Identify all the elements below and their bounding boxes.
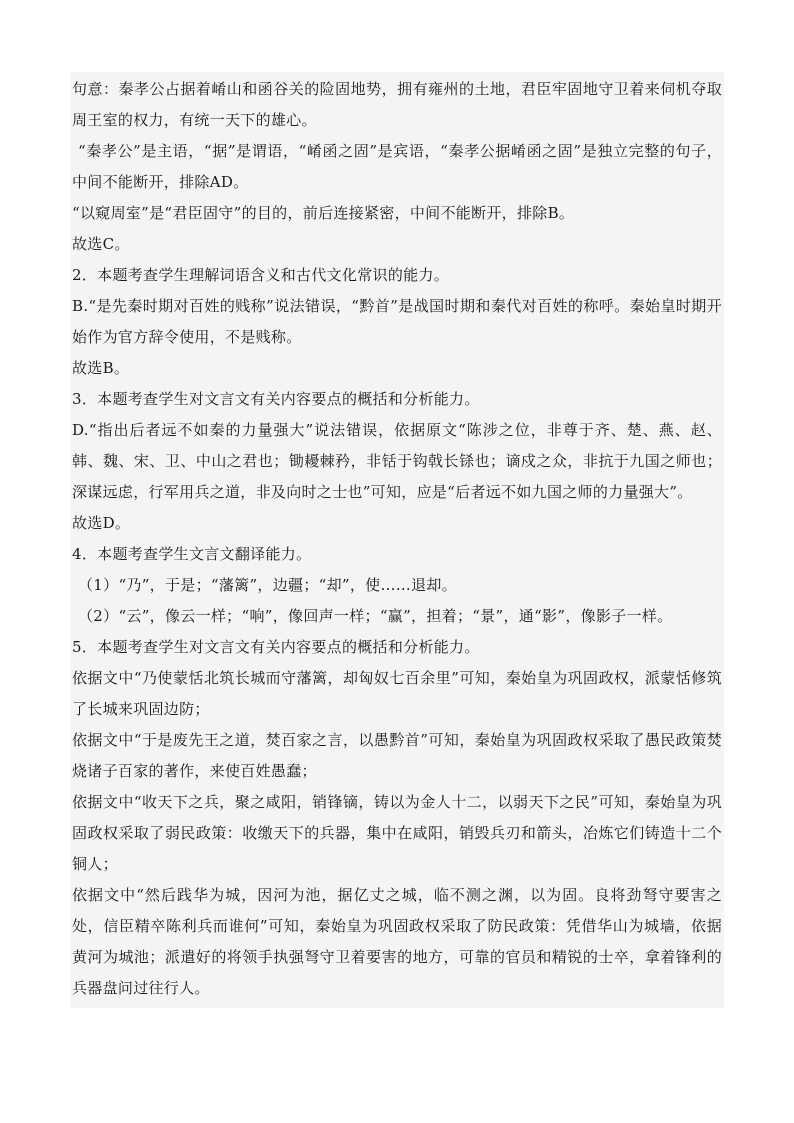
question-5-point-3: 依据文中“收天下之兵，聚之咸阳，销锋镝，铸以为金人十二，以弱天下之民”可知，秦始皇为巩固政权采取了弱民政策：收缴天下的兵器，集中在咸阳，销毁兵刃和箭头，冶炼它们铸造十二个铜人； bbox=[72, 793, 722, 873]
question-2-heading: 2．本题考查学生理解词语含义和古代文化常识的能力。 bbox=[72, 266, 450, 284]
question-2-explanation: B.“是先秦时期对百姓的贱称”说法错误，“黔首”是战国时期和秦代对百姓的称呼。秦始皇时期开始作为官方辞令使用，不是贱称。 bbox=[72, 297, 722, 346]
paragraph-sentence-meaning: 句意：秦孝公占据着崤山和函谷关的险固地势，拥有雍州的土地，君臣牢固地守卫着来伺机夺取周王室的权力，有统一天下的雄心。 bbox=[72, 80, 722, 129]
answer-explanation-block bbox=[70, 72, 724, 1008]
paragraph-purpose-analysis: “以窥周室”是“君臣固守”的目的，前后连接紧密，中间不能断开，排除B。 bbox=[72, 204, 575, 222]
paragraph-sentence-analysis: “秦孝公”是主语，“据”是谓语，“崤函之固”是宾语，“秦孝公据崤函之固”是独立完整的句子，中间不能断开，排除AD。 bbox=[72, 142, 722, 191]
answer-q2: 故选B。 bbox=[72, 359, 130, 377]
question-5-heading: 5．本题考查学生对文言文有关内容要点的概括和分析能力。 bbox=[72, 638, 480, 656]
answer-q3: 故选D。 bbox=[72, 514, 131, 532]
question-3-heading: 3．本题考查学生对文言文有关内容要点的概括和分析能力。 bbox=[72, 390, 480, 408]
question-3-explanation: D.“指出后者远不如秦的力量强大”说法错误，依据原文“陈涉之位，非尊于齐、楚、燕、赵、韩、魏、宋、卫、中山之君也；锄耰棘矜，非铦于钩戟长铩也；谪戍之众，非抗于九国之师也；深谋远虑，行军用兵之道，非及向时之士也”可知，应是“后者远不如九国之师的力量强大”。 bbox=[72, 421, 722, 501]
question-5-point-4: 依据文中“然后践华为城，因河为池，据亿丈之城，临不测之渊，以为固。良将劲弩守要害之处，信臣精卒陈利兵而谁何”可知，秦始皇为巩固政权采取了防民政策：凭借华山为城墙，依据黄河为城池；派遣好的将领手执强弩守卫着要害的地方，可靠的官员和精锐的士卒，拿着锋利的兵器盘问过往行人。 bbox=[72, 886, 722, 997]
question-5-point-1: 依据文中“乃使蒙恬北筑长城而守藩篱，却匈奴七百余里”可知，秦始皇为巩固政权，派蒙恬修筑了长城来巩固边防； bbox=[72, 669, 722, 718]
answer-q1: 故选C。 bbox=[72, 235, 130, 253]
translation-item-2: （2）“云”，像云一样；“响”，像回声一样；“赢”，担着；“景”，通“影”，像影子一样。 bbox=[78, 607, 673, 625]
translation-item-1: （1）“乃”，于是；“藩篱”，边疆；“却”，使……退却。 bbox=[78, 576, 457, 594]
question-4-heading: 4．本题考查学生文言文翻译能力。 bbox=[72, 545, 312, 563]
question-5-point-2: 依据文中“于是废先王之道，焚百家之言，以愚黔首”可知，秦始皇为巩固政权采取了愚民政策焚烧诸子百家的著作，来使百姓愚蠢； bbox=[72, 731, 722, 780]
